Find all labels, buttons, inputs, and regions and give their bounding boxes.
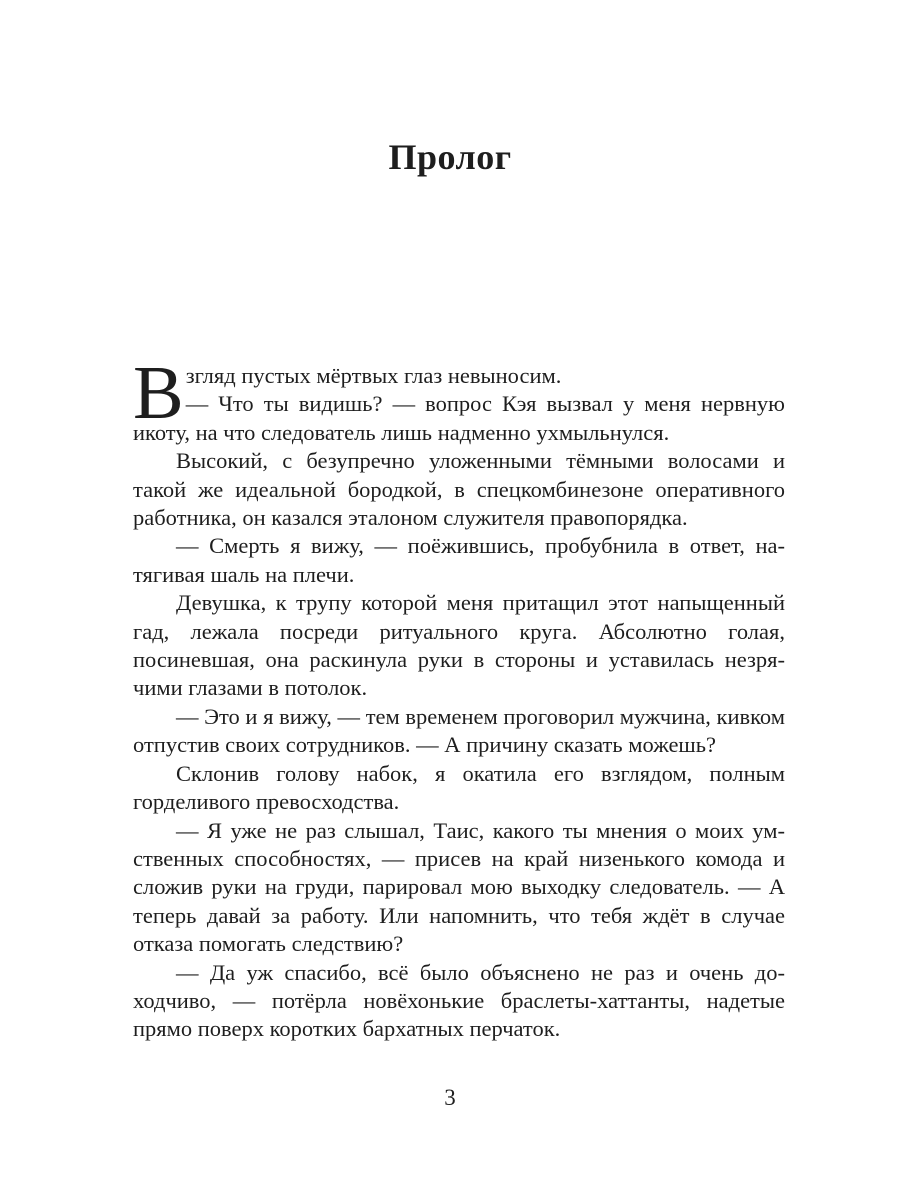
paragraph: Девушка, к трупу которой меня притащил этот напыщенный гад, лежала посреди ритуального круга. Абсолютно голая, посиневшая, она раскинула руки в стороны и уставилась незрячими глазами в потолок. (133, 590, 785, 701)
paragraph: Склонив голову набок, я окатила его взглядом, полным горделивого превосходства. (133, 760, 785, 815)
chapter-body (133, 351, 785, 1044)
paragraph: — Что ты видишь? — вопрос Кэя вызвал у меня нервную икоту, на что следователь лишь надменно ухмыльнулся. (133, 391, 785, 445)
page-number: 3 (444, 1085, 456, 1110)
paragraph: Высокий, с безупречно уложенными тёмными волосами и такой же идеальной бородкой, в спецкомбинезоне оперативного работника, он казался эталоном служителя правопорядка. (133, 448, 785, 531)
paragraph: — Я уже не раз слышал, Таис, какого ты мнения о моих умственных способностях, — присев на край низенького комода и сложив руки на груди, парировал мою выходку следователь. — А теперь давай за работу. Или напомнить, что тебя ждёт в случае отказа помогать следствию? (133, 817, 785, 957)
paragraph: — Да уж спасибо, всё было объяснено не раз и очень доходчиво, — потёрла новёхонькие браслеты-хаттанты, надетые прямо поверх коротких бархатных перчаток. (133, 959, 785, 1042)
paragraph: — Это и я вижу, — тем временем проговорил мужчина, кивком отпустив своих сотрудников. — А причину сказать можешь? (133, 703, 785, 758)
paragraph: — Смерть я вижу, — поёжившись, пробубнила в ответ, натягивая шаль на плечи. (133, 533, 785, 587)
drop-cap: В (133, 351, 184, 435)
chapter-title: Пролог (388, 137, 512, 177)
opening-text: згляд пустых мёртвых глаз невыносим. (185, 363, 562, 388)
